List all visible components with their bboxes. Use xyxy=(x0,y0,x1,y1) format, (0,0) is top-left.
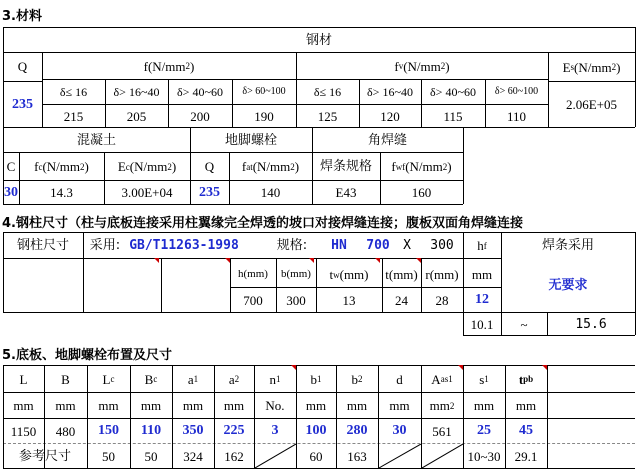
f-value-3: 200 xyxy=(190,108,210,124)
unit-Aas1: mm 2 xyxy=(429,398,455,413)
value-b2: 280 xyxy=(346,423,368,438)
fv-thickness-range-3: δ> 40~60 xyxy=(430,85,476,99)
unit-Lc: mm xyxy=(98,398,119,413)
ec-header: E c (N/mm 2 ) xyxy=(117,159,177,174)
col-Bc-header: B c xyxy=(144,371,158,387)
h-value: 700 xyxy=(243,292,263,308)
fc-value: 14.3 xyxy=(50,185,73,200)
ref-a2: 162 xyxy=(224,448,244,464)
q-value: 235 xyxy=(12,96,33,112)
r-value: 28 xyxy=(435,292,449,308)
t-mm-header: t(mm) xyxy=(385,267,418,282)
fv-value-4: 110 xyxy=(506,108,527,124)
fillet-weld-header: 角焊缝 xyxy=(367,132,407,148)
col-n1-header: n 1 xyxy=(269,371,281,387)
thickness-range-4: δ> 60~100 xyxy=(242,86,286,97)
ffw-header: f w f (N/mm 2 ) xyxy=(391,159,452,174)
value-a1: 350 xyxy=(182,423,204,438)
standard-code: GB/T11263-1998 xyxy=(129,238,239,253)
ref-tpb: 29.1 xyxy=(514,448,538,464)
electrode-use-header: 焊条采用 xyxy=(541,238,594,253)
thickness-range-1: δ≤ 16 xyxy=(59,85,88,99)
column-size-label: 钢柱尺寸 xyxy=(16,238,69,253)
value-b1: 100 xyxy=(305,423,327,438)
value-L: 1150 xyxy=(10,423,37,439)
value-d: 30 xyxy=(392,423,407,438)
fv-value-2: 120 xyxy=(380,108,400,124)
value-B: 480 xyxy=(55,423,76,439)
unit-Bc: mm xyxy=(140,398,162,413)
value-a2: 225 xyxy=(223,423,245,438)
col-tpb-header: t pb xyxy=(518,371,534,387)
ref-Lc: 50 xyxy=(102,448,115,464)
fv-value-3: 115 xyxy=(443,108,463,124)
c-value: 30 xyxy=(4,184,18,200)
fv-value-1: 125 xyxy=(317,108,338,124)
adopt-label: 采用: xyxy=(89,238,121,253)
fv-thickness-range-2: δ> 16~40 xyxy=(367,85,413,99)
col-d-header: d xyxy=(396,371,403,387)
bolt-q-label: Q xyxy=(204,159,215,174)
col-Aas1-header: A a s1 xyxy=(431,371,453,387)
col-B-header: B xyxy=(61,371,70,387)
ref-d-empty xyxy=(379,444,421,468)
value-Bc: 110 xyxy=(140,423,162,438)
col-s1-header: s 1 xyxy=(479,371,489,387)
ref-b1: 60 xyxy=(309,448,323,464)
electrode-value: E43 xyxy=(335,185,357,200)
col-Lc-header: L c xyxy=(102,371,115,387)
unit-b1: mm xyxy=(305,398,327,413)
section-3-title: 3.材料 xyxy=(2,9,42,24)
ref-Aas1-empty xyxy=(422,444,463,468)
ffw-value: 160 xyxy=(411,185,432,200)
col-a1-header: a 1 xyxy=(187,371,199,387)
section-width: 300 xyxy=(430,238,454,253)
h-mm-header: h(mm) xyxy=(238,268,268,280)
value-s1: 25 xyxy=(477,423,491,438)
ref-b2: 163 xyxy=(347,448,367,464)
q-label: Q xyxy=(17,59,28,74)
spec-label: 规格: xyxy=(276,238,308,253)
section-height: 700 xyxy=(366,238,390,253)
fta-value: 140 xyxy=(260,185,281,200)
unit-n1: No. xyxy=(265,398,285,413)
section-type: HN xyxy=(331,238,347,253)
f-value-2: 205 xyxy=(126,108,147,124)
unit-tpb: mm xyxy=(515,398,537,413)
hf-range-high: 15.6 xyxy=(575,316,607,332)
steel-header: 钢材 xyxy=(305,32,332,48)
fta-header: f a t (N/mm 2 ) xyxy=(241,159,300,174)
tw-mm-header: t w (mm) xyxy=(329,267,369,282)
f-header: f(N/mm 2 ) xyxy=(143,58,195,74)
unit-a1: mm xyxy=(182,398,204,413)
value-tpb: 45 xyxy=(519,423,533,438)
section-5-title: 5.底板、地脚螺栓布置及尺寸 xyxy=(2,348,172,363)
reference-size-label: 参考尺寸 xyxy=(18,448,71,464)
unit-b2: mm xyxy=(346,398,368,413)
c-label: C xyxy=(6,159,16,174)
ref-n1-empty xyxy=(255,444,296,468)
value-n1: 3 xyxy=(271,423,279,438)
fv-header: f v (N/mm 2 ) xyxy=(394,58,450,74)
es-header: E s (N/mm 2 ) xyxy=(562,59,621,75)
es-value: 2.06E+05 xyxy=(565,97,618,112)
ref-a1: 324 xyxy=(183,448,203,464)
value-Aas1: 561 xyxy=(432,423,452,439)
col-b2-header: b 2 xyxy=(351,371,363,387)
hf-range-low: 10.1 xyxy=(470,316,494,332)
electrode-spec-header: 焊条规格 xyxy=(319,159,372,174)
t-value: 24 xyxy=(395,292,408,308)
hf-value: 12 xyxy=(475,292,489,307)
hf-unit: mm xyxy=(471,267,493,282)
col-b1-header: b 1 xyxy=(310,371,322,387)
ref-Bc: 50 xyxy=(144,448,158,464)
unit-d: mm xyxy=(389,398,410,413)
x-separator: X xyxy=(403,238,411,253)
unit-s1: mm xyxy=(473,398,495,413)
r-mm-header: r(mm) xyxy=(425,267,459,282)
thickness-range-2: δ> 16~40 xyxy=(113,85,160,99)
fv-thickness-range-1: δ≤ 16 xyxy=(313,85,342,99)
ec-value: 3.00E+04 xyxy=(121,185,173,200)
fc-header: f c (N/mm 2 ) xyxy=(34,159,89,174)
f-value-1: 215 xyxy=(63,108,84,124)
unit-L: mm xyxy=(13,398,34,413)
ref-s1: 10~30 xyxy=(467,448,501,464)
no-requirement-text: 无要求 xyxy=(548,278,588,293)
unit-a2: mm xyxy=(223,398,245,413)
bolt-q-value: 235 xyxy=(199,184,220,200)
f-value-4: 190 xyxy=(254,108,274,124)
b-mm-header: b(mm) xyxy=(281,268,311,280)
unit-B: mm xyxy=(55,398,76,413)
tw-value: 13 xyxy=(342,292,356,308)
col-L-header: L xyxy=(19,371,28,387)
hf-header: h f xyxy=(477,238,487,253)
concrete-header: 混凝土 xyxy=(76,132,116,148)
anchor-bolt-header: 地脚螺栓 xyxy=(224,132,277,148)
hf-range-tilde: ~ xyxy=(520,316,528,332)
section-4-title: 4.钢柱尺寸（柱与底板连接采用柱翼缘完全焊透的坡口对接焊缝连接；腹板双面角焊缝连接 xyxy=(2,216,523,231)
b-value: 300 xyxy=(286,292,306,308)
col-a2-header: a 2 xyxy=(228,371,240,387)
thickness-range-3: δ> 40~60 xyxy=(177,85,223,99)
value-Lc: 150 xyxy=(98,423,119,438)
fv-thickness-range-4: δ> 60~100 xyxy=(494,86,539,97)
